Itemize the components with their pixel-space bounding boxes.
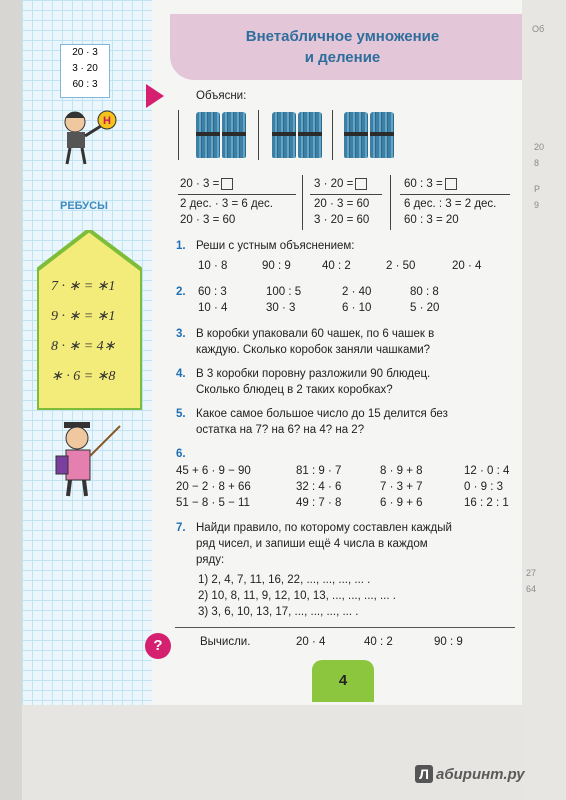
task-number: 6.: [176, 448, 186, 460]
stick-bundle-icon: [222, 112, 246, 158]
box-expression: 3 · 20: [72, 63, 98, 74]
task-text: остатка на 7? на 6? на 4? на 2?: [196, 424, 365, 436]
number-sequence: 3) 3, 6, 10, 13, 17, ..., ..., ..., ... .: [198, 606, 359, 618]
task-expression: 32 : 4 · 6: [296, 481, 342, 493]
labirint-logo-icon: Л: [415, 765, 433, 783]
page-binding-edge: [0, 0, 22, 800]
stick-bundles-group: [196, 112, 248, 163]
divider: [390, 175, 391, 230]
rebus-line: ∗ · 6 = ∗8: [51, 369, 116, 384]
task-expression: 80 : 8: [410, 286, 439, 298]
adjacent-page-fragment: 8: [534, 158, 540, 168]
task-number: 2.: [176, 286, 186, 298]
task-expression: 5 · 20: [410, 302, 440, 314]
stick-bundle-icon: [298, 112, 322, 158]
adjacent-page-edge: [522, 0, 566, 800]
task-text: Найди правило, по которому составлен каждый: [196, 522, 452, 534]
task-text: В коробки упаковали 60 чашек, по 6 чашек в: [196, 328, 435, 340]
stick-bundle-icon: [370, 112, 394, 158]
compute-expression: 20 · 4: [296, 636, 326, 648]
rebus-line: 8 · ∗ = 4∗: [51, 339, 116, 354]
task-expression: 6 · 10: [342, 302, 372, 314]
page-bottom-margin: [22, 705, 522, 800]
adjacent-page-fragment: 27: [526, 568, 537, 578]
task-text: ряду:: [196, 554, 225, 566]
task-expression: 40 : 2: [322, 260, 351, 272]
task-text: В 3 коробки поровну разложили 90 блюдец.: [196, 368, 431, 380]
number-sequence: 1) 2, 4, 7, 11, 16, 22, ..., ..., ..., ... .: [198, 574, 371, 586]
explain-line: 6 дес. : 3 = 2 дес.: [404, 198, 497, 210]
compute-label: Вычисли.: [200, 636, 251, 648]
stick-bundle-icon: [196, 112, 220, 158]
task-text: каждую. Сколько коробок заняли чашками?: [196, 344, 431, 356]
adjacent-page-fragment: Р: [534, 184, 541, 194]
task-expression: 6 · 9 + 6: [380, 497, 423, 509]
expressions-box: [60, 44, 110, 98]
divider: [400, 194, 510, 195]
task-number: 5.: [176, 408, 186, 420]
explain-head-1: 20 · 3 =: [180, 178, 233, 190]
box-expression: 20 · 3: [72, 47, 98, 58]
explain-head-3: 60 : 3 =: [404, 178, 457, 190]
task-number: 4.: [176, 368, 186, 380]
task-expression: 7 · 3 + 7: [380, 481, 423, 493]
adjacent-page-fragment: Об: [532, 24, 545, 34]
task-text: ряд чисел, и запиши ещё 4 числа в каждом: [196, 538, 428, 550]
explain-line: 20 · 3 = 60: [314, 198, 370, 210]
explain-label: Объясни:: [196, 90, 247, 102]
task-expression: 10 · 4: [198, 302, 228, 314]
box-expression: 60 : 3: [72, 79, 98, 90]
compute-expression: 90 : 9: [434, 636, 463, 648]
task-expression: 81 : 9 · 7: [296, 465, 342, 477]
rebus-line: 7 · ∗ = ∗1: [51, 279, 116, 294]
rebus-heading: РЕБУСЫ: [60, 200, 108, 212]
task-expression: 100 : 5: [266, 286, 302, 298]
task-expression: 45 + 6 · 9 − 90: [176, 465, 251, 477]
task-expression: 10 · 8: [198, 260, 228, 272]
watermark-text: абиринт.ру: [436, 766, 525, 783]
compute-expression: 40 : 2: [364, 636, 393, 648]
divider: [178, 194, 296, 195]
adjacent-page-fragment: 64: [526, 584, 537, 594]
explain-line: 2 дес. · 3 = 6 дес.: [180, 198, 274, 210]
task-expression: 90 : 9: [262, 260, 291, 272]
stick-bundles-group: [344, 112, 396, 163]
divider: [175, 627, 515, 628]
explain-line: 3 · 20 = 60: [314, 214, 370, 226]
task-expression: 60 : 3: [198, 286, 227, 298]
adjacent-page-fragment: 9: [534, 200, 540, 210]
section-arrow-marker: [146, 84, 164, 108]
task-text: Какое самое большое число до 15 делится без: [196, 408, 448, 420]
stick-bundles-group: [272, 112, 324, 163]
explain-head-2: 3 · 20 =: [314, 178, 367, 190]
page-title: [170, 26, 515, 68]
badge-letter: Н: [103, 115, 111, 127]
task-expression: 51 − 8 · 5 − 11: [176, 497, 250, 509]
page-number: 4: [338, 672, 348, 689]
answer-box-icon: [355, 178, 367, 190]
answer-box-icon: [445, 178, 457, 190]
title-line-1: Внетабличное умножение: [245, 28, 440, 45]
rebus-line: 9 · ∗ = ∗1: [51, 309, 116, 324]
question-icon: ?: [145, 633, 171, 659]
task-text: Сколько блюдец в 2 таких коробках?: [196, 384, 393, 396]
task-expression: 16 : 2 : 1: [464, 497, 509, 509]
task-expression: 2 · 50: [386, 260, 416, 272]
divider: [332, 110, 333, 160]
explain-line: 20 · 3 = 60: [180, 214, 236, 226]
task-expression: 8 · 9 + 8: [380, 465, 423, 477]
task-expression: 0 · 9 : 3: [464, 481, 503, 493]
answer-box-icon: [221, 178, 233, 190]
title-line-2: и деление: [304, 49, 381, 66]
rebus-panel: [37, 230, 142, 410]
divider: [178, 110, 179, 160]
number-sequence: 2) 10, 8, 11, 9, 12, 10, 13, ..., ..., ..., ... .: [198, 590, 396, 602]
explain-line: 60 : 3 = 20: [404, 214, 459, 226]
task-expression: 20 · 4: [452, 260, 482, 272]
divider: [302, 175, 303, 230]
task-number: 3.: [176, 328, 186, 340]
stick-bundle-icon: [272, 112, 296, 158]
task-expression: 20 − 2 · 8 + 66: [176, 481, 251, 493]
task-number: 7.: [176, 522, 186, 534]
task-expression: 2 · 40: [342, 286, 372, 298]
adjacent-page-fragment: 20: [534, 142, 545, 152]
task-text: Реши с устным объяснением:: [196, 240, 355, 252]
divider: [310, 194, 382, 195]
teacher-character-illustration: [50, 420, 130, 500]
task-number: 1.: [176, 240, 186, 252]
kid-character-illustration: [55, 108, 125, 168]
task-expression: 12 · 0 : 4: [464, 465, 510, 477]
task-expression: 30 · 3: [266, 302, 296, 314]
task-expression: 49 : 7 · 8: [296, 497, 342, 509]
stick-bundle-icon: [344, 112, 368, 158]
divider: [258, 110, 259, 160]
